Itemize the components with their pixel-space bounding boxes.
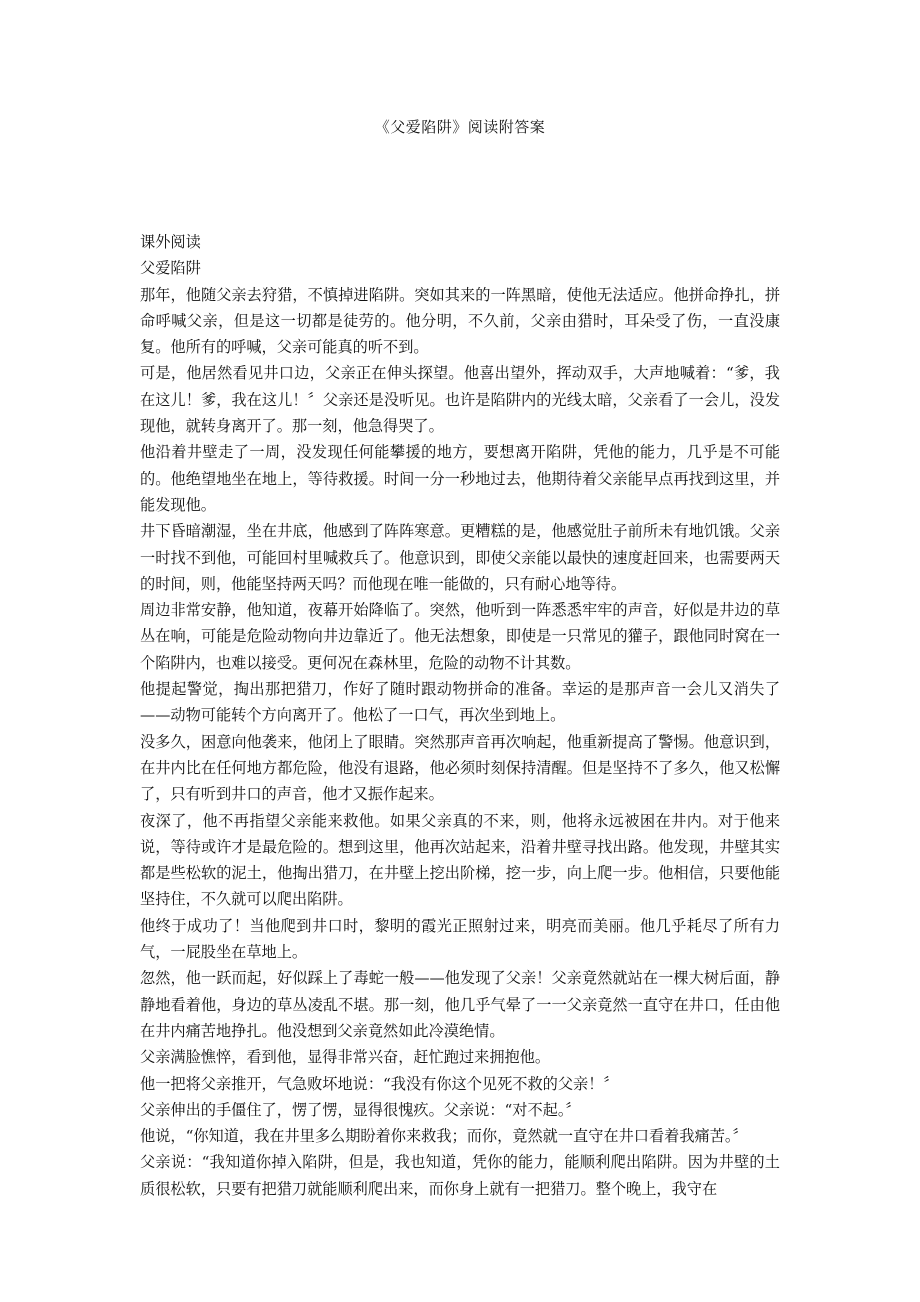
story-title: 父爱陷阱 (140, 259, 201, 278)
paragraph: 他终于成功了！当他爬到井口时，黎明的霞光正照射过来，明亮而美丽。他几乎耗尽了所有力气，一屁股坐在草地上。 (140, 916, 780, 962)
paragraph: 父亲伸出的手僵住了，愣了愣，显得很愧疚。父亲说：“对不起。〞 (140, 1100, 581, 1119)
paragraph: 忽然，他一跃而起，好似踩上了毒蛇一般——他发现了父亲！父亲竟然就站在一棵大树后面，静静地看着他，身边的草丛凌乱不堪。那一刻，他几乎气晕了一一父亲竟然一直守在井口，任由他在井内痛苦地挣扎。他没想到父亲竟然如此冷漠绝情。 (140, 969, 780, 1040)
document-title: 《父爱陷阱》阅读附答案 (374, 118, 546, 136)
document-body (140, 229, 780, 1202)
paragraph: 父亲满脸憔悴，看到他，显得非常兴奋，赶忙跑过来拥抱他。 (140, 1048, 551, 1067)
paragraph: 可是，他居然看见井口边，父亲正在伸头探望。他喜出望外，挥动双手，大声地喊着：“爹，我在这儿！爹，我在这儿！〞父亲还是没听见。也许是陷阱内的光线太暗，父亲看了一会儿，没发现他，就转身离开了。那一刻，他急得哭了。 (140, 364, 780, 436)
paragraph: 夜深了，他不再指望父亲能来救他。如果父亲真的不来，则，他将永远被困在井内。对于他来说，等待或许才是最危险的。想到这里，他再次站起来，沿着井壁寻找出路。他发现，井壁其实都是些松软的泥土，他掏出猎刀，在井壁上挖出阶梯，挖一步，向上爬一步。他相信，只要他能坚持住，不久就可以爬出陷阱。 (140, 811, 780, 909)
paragraph: 父亲说：“我知道你掉入陷阱，但是，我也知道，凭你的能力，能顺利爬出陷阱。因为井壁的土质很松软，只要有把猎刀就能顺利爬出来，而你身上就有一把猎刀。整个晚上，我守在 (140, 1153, 780, 1198)
paragraph: 那年，他随父亲去狩猎，不慎掉进陷阱。突如其来的一阵黑暗，使他无法适应。他拼命挣扎，拼命呼喊父亲，但是这一切都是徒劳的。他分明，不久前，父亲由猎时，耳朵受了伤，一直没康复。他所有的呼喊，父亲可能真的听不到。 (140, 285, 780, 357)
paragraph: 井下昏暗潮湿，坐在井底，他感到了阵阵寒意。更糟糕的是，他感觉肚子前所未有地饥饿。父亲一时找不到他，可能回村里喊救兵了。他意识到，即使父亲能以最快的速度赶回来，也需要两天的时间，则，他能坚持两天吗？而他现在唯一能做的，只有耐心地等待。 (140, 522, 780, 593)
paragraph: 周边非常安静，他知道，夜幕开始降临了。突然，他听到一阵悉悉牢牢的声音，好似是井边的草丛在响，可能是危险动物向井边靠近了。他无法想象，即使是一只常见的獾子，跟他同时窝在一个陷阱内，也难以接受。更何况在森林里，危险的动物不计其数。 (140, 601, 780, 672)
paragraph: 他说，“你知道，我在井里多么期盼着你来救我；而你，竟然就一直守在井口看着我痛苦。〞 (140, 1127, 748, 1146)
paragraph: 没多久，困意向他袭来，他闭上了眼睛。突然那声音再次响起，他重新提高了警惕。他意识到，在井内比在任何地方都危险，他没有退路，他必须时刻保持清醒。但是坚持不了多久，他又松懈了，只有听到井口的声音，他才又振作起来。 (140, 732, 780, 804)
paragraph: 他沿着井壁走了一周，没发现任何能攀援的地方，要想离开陷阱，凭他的能力，几乎是不可能的。他绝望地坐在地上，等待救援。时间一分一秒地过去，他期待着父亲能早点再找到这里，并能发现他。 (140, 443, 780, 514)
section-label: 课外阅读 (140, 233, 201, 251)
paragraph: 他一把将父亲推开，气急败坏地说：“我没有你这个见死不救的父亲！〞 (140, 1074, 619, 1093)
paragraph: 他提起警觉，掏出那把猎刀，作好了随时跟动物拼命的准备。幸运的是那声音一会儿又消失了——动物可能转个方向离开了。他松了一口气，再次坐到地上。 (140, 680, 780, 725)
